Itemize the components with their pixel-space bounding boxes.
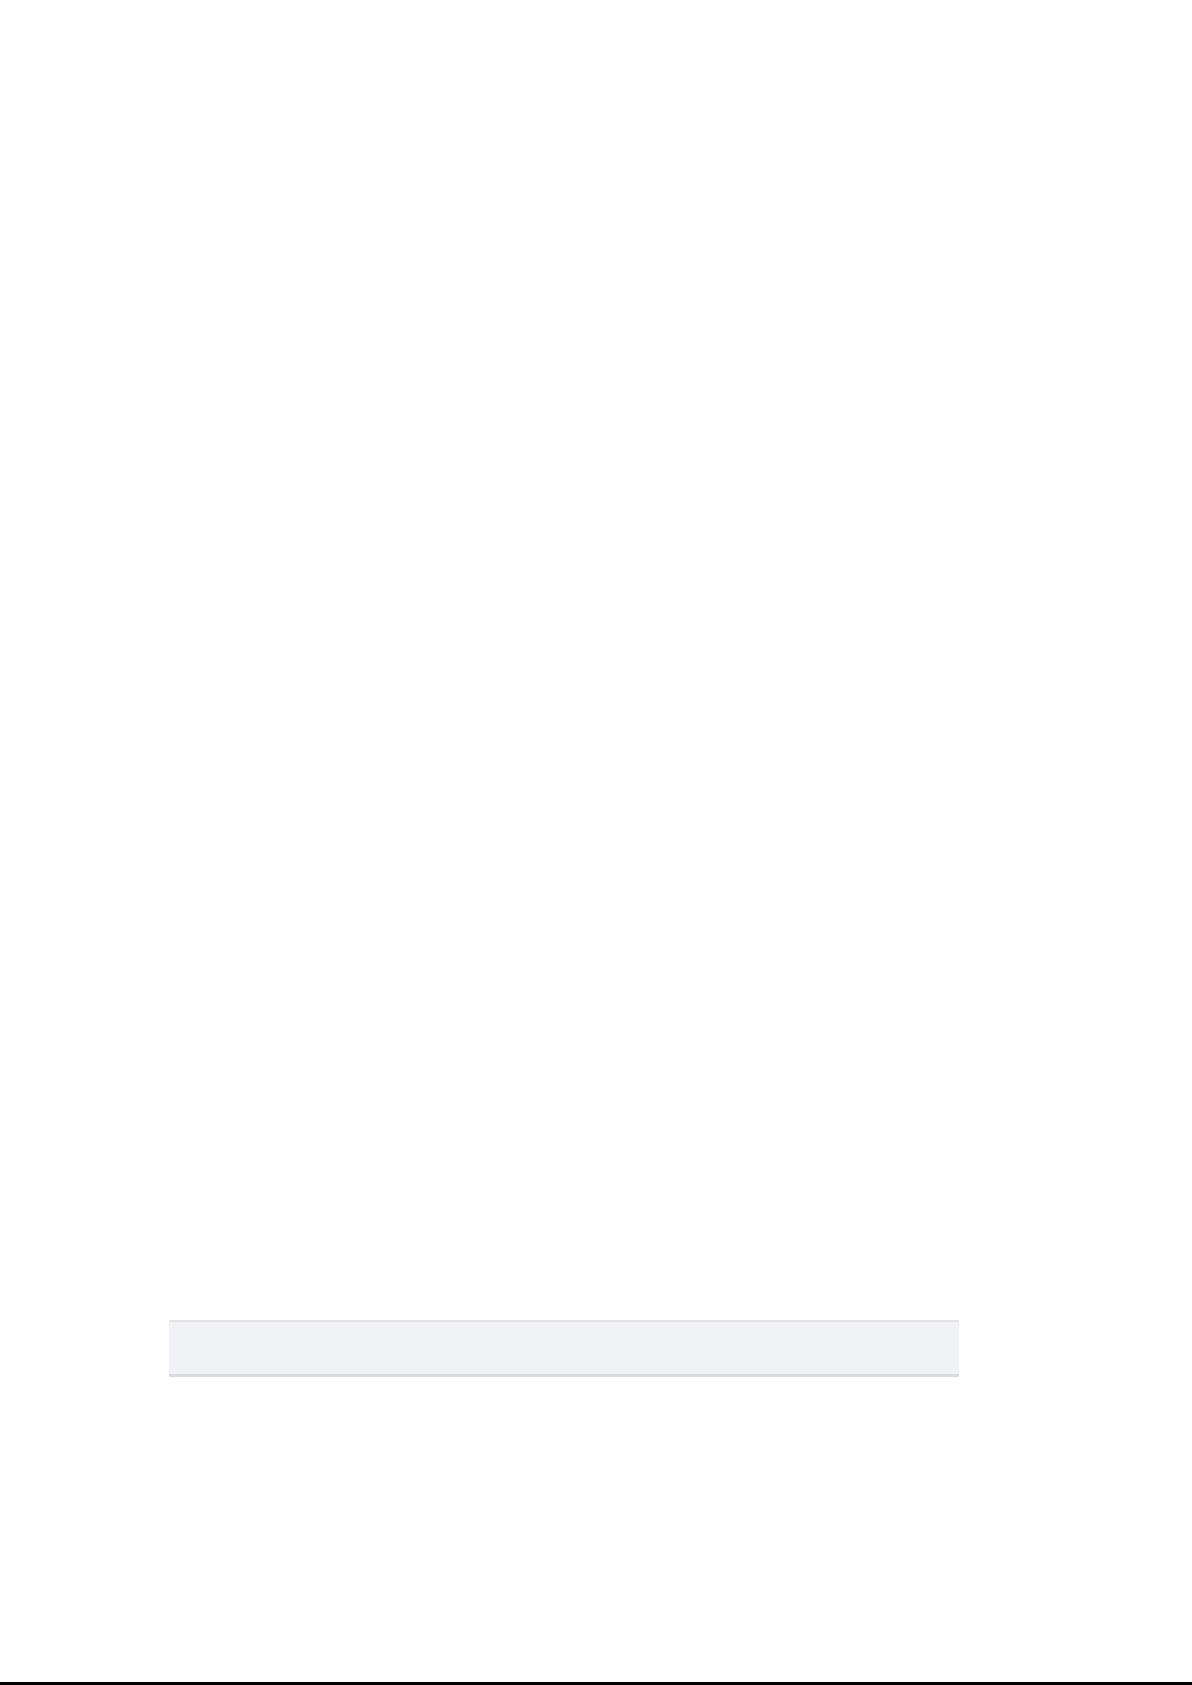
page-break-separator [169, 1320, 959, 1377]
